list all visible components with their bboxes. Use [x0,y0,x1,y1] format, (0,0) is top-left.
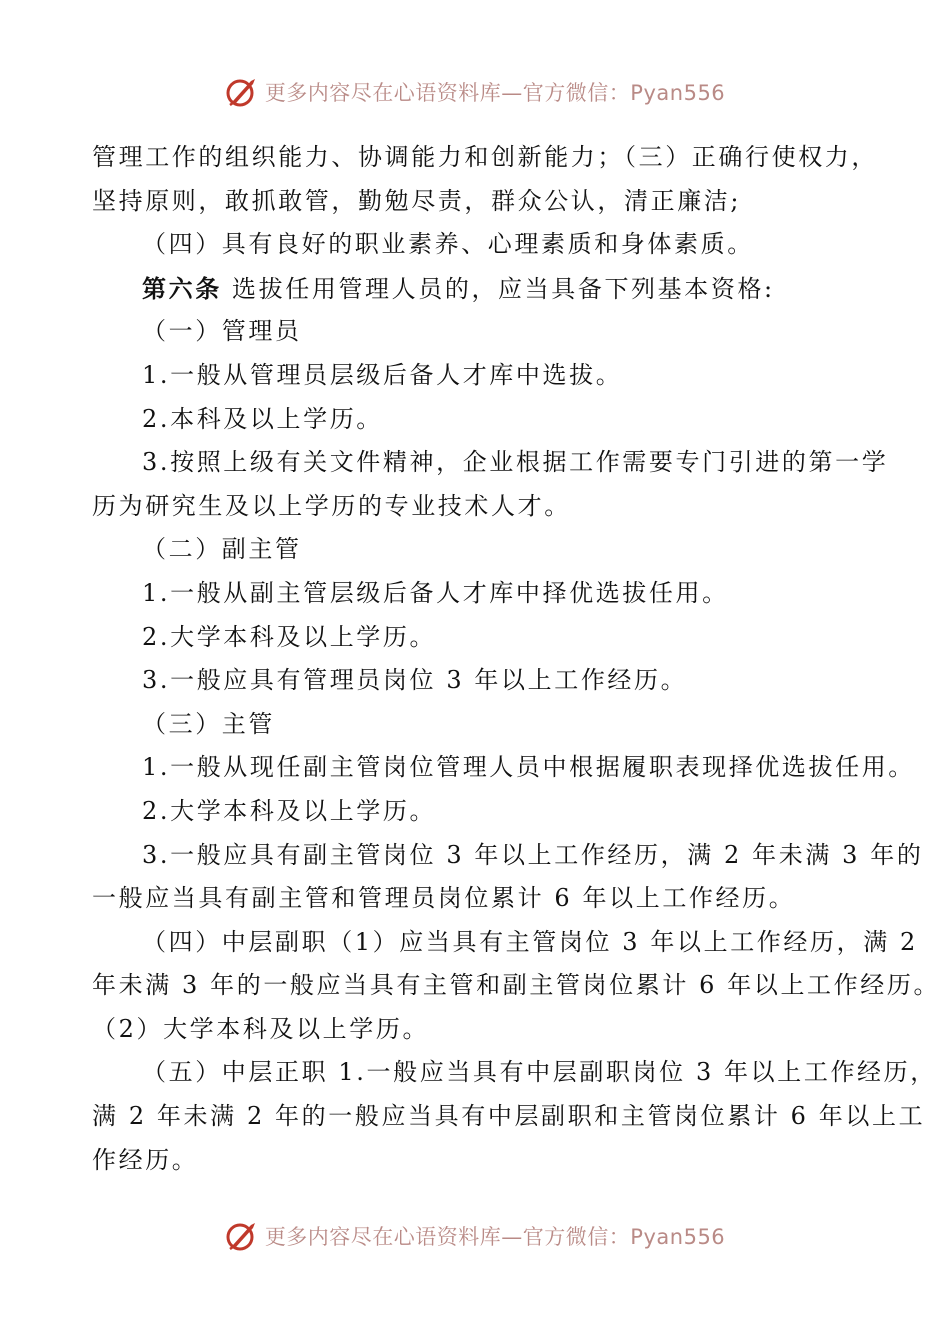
section-heading: （四）中层副职（1）应当具有主管岗位 3 年以上工作经历，满 2 [142,927,918,956]
footer-banner-text: 更多内容尽在心语资料库—官方微信：Pyan556 [264,1225,726,1249]
list-item: 1.一般从现任副主管岗位管理人员中根据履职表现择优选拔任用。 [142,753,915,782]
text-line: （四）具有良好的职业素养、心理素质和身体素质。 [142,230,754,259]
article-line [92,267,872,311]
header-banner-text: 更多内容尽在心语资料库—官方微信：Pyan556 [264,81,726,105]
footer-banner [0,1216,950,1256]
text-line: 历为研究生及以上学历的专业技术人才。 [92,491,571,520]
text-line: 满 2 年未满 2 年的一般应当具有中层副职和主管岗位累计 6 年以上工 [92,1102,926,1131]
section-heading: （一）管理员 [142,317,302,346]
header-banner [0,72,950,112]
text-line: 管理工作的组织能力、协调能力和创新能力；（三）正确行使权力， [92,143,878,171]
section-heading: （三）主管 [142,709,275,738]
document-body [92,136,941,1182]
list-item: 2.大学本科及以上学历。 [142,796,437,825]
quill-seal-icon [225,1219,259,1253]
list-item: 3.一般应具有副主管岗位 3 年以上工作经历，满 2 年未满 3 年的 [142,840,924,869]
text-line: （2）大学本科及以上学历。 [92,1014,430,1043]
list-item: 3.一般应具有管理员岗位 3 年以上工作经历。 [142,666,688,695]
text-line: 一般应当具有副主管和管理员岗位累计 6 年以上工作经历。 [92,884,796,913]
quill-seal-icon [225,75,259,109]
section-heading: （五）中层正职 1.一般应当具有中层副职岗位 3 年以上工作经历， [142,1058,937,1087]
article-label: 第六条 [142,273,222,303]
text-line: 年未满 3 年的一般应当具有主管和副主管岗位累计 6 年以上工作经历。 [92,971,941,1000]
list-item: 2.大学本科及以上学历。 [142,622,437,651]
list-item: 3.按照上级有关文件精神，企业根据工作需要专门引进的第一学 [142,448,889,477]
article-text: 选拔任用管理人员的，应当具备下列基本资格: [221,274,775,303]
list-item: 1.一般从管理员层级后备人才库中选拔。 [142,360,623,389]
text-line: 作经历。 [92,1145,199,1174]
list-item: 2.本科及以上学历。 [142,404,383,433]
list-item: 1.一般从副主管层级后备人才库中择优选拔任用。 [142,578,729,607]
text-line: 坚持原则，敢抓敢管，勤勉尽责，群众公认，清正廉洁; [92,186,742,215]
section-heading: （二）副主管 [142,535,302,564]
